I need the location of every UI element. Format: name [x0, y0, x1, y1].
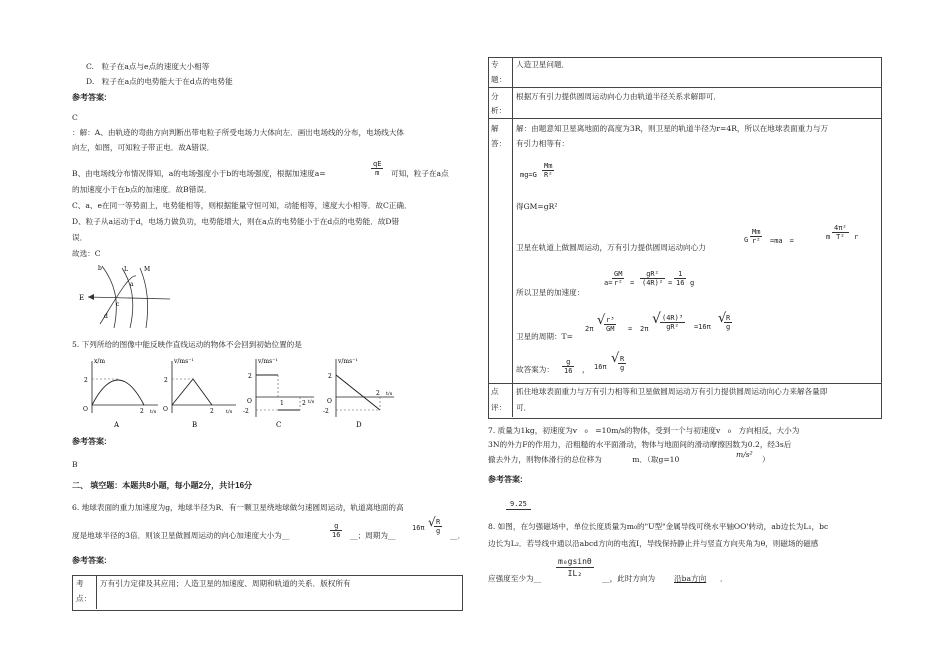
- jieda-line: 解：由题意知卫星离地面的高度为3R，则卫星的轨道半径为r=4R，所以在地球表面重力与万: [516, 124, 829, 133]
- eq3-mid: =ma =: [770, 237, 794, 245]
- fraction-denominator: R²: [544, 171, 553, 179]
- fraction-r3-gm: [604, 316, 616, 333]
- kaodian-label: 点：: [76, 594, 92, 603]
- fraction-denominator: m: [375, 169, 380, 177]
- sqrt-icon: √: [611, 351, 620, 366]
- equation-2: 得GM=gR²: [516, 202, 558, 211]
- kaodian-label: 考: [76, 579, 84, 588]
- fraction-r-g: [618, 355, 626, 372]
- section-heading: 二、 填空题：本题共8小题，每小题2分，共计16分: [72, 481, 253, 490]
- fraction-numerator: m₀gsinθ: [558, 557, 592, 566]
- graph-a-tick: 2: [84, 377, 88, 384]
- fraction-numerator: g: [330, 522, 342, 531]
- graph-b: [163, 358, 236, 429]
- answer-value: B: [72, 460, 78, 469]
- fraction-4pi2-t2: [832, 224, 849, 241]
- answer-comma: ，: [582, 365, 590, 374]
- fraction-g-16: [330, 522, 342, 539]
- question-7-line2: 3N的外力F的作用力，沿粗糙的水平面滑动，物体与地面间的滑动摩擦因数为0.2，经3s后: [488, 440, 792, 449]
- graph-c-tick: 2: [248, 373, 252, 380]
- fenxi-text: 根据万有引力提供圆周运动向心力由轨道半径关系求解即可．: [516, 92, 722, 101]
- graph-d-tick: 2: [328, 373, 332, 380]
- answer-heading: 参考答案:: [488, 475, 523, 484]
- fraction-r-g: [434, 518, 442, 535]
- label-c: c: [116, 301, 120, 308]
- label-L: L: [124, 266, 128, 273]
- fraction-denominator: GM: [606, 325, 615, 333]
- fraction-mm-r2: [542, 162, 554, 179]
- dianping-text: 抓住地球表面重力与万有引力相等和卫星做圆周运动万有引力提供圆周运动向心力来解各量即: [516, 387, 828, 396]
- answer-heading: 参考答案:: [72, 93, 107, 102]
- fraction-numerator: GM: [614, 270, 623, 278]
- fenxi-label: 析：: [491, 106, 507, 115]
- eq5-2pi2: 2π: [640, 325, 649, 333]
- fraction-denominator: T²: [836, 233, 845, 241]
- question-7: 7. 质量为1kg，初速度为v ₀ =10m/s的物体，受到一个与初速度v ₀ 方向相反，大小为: [488, 426, 800, 435]
- eq3-g: G: [744, 236, 749, 244]
- graph-c-ylabel: v/ms⁻¹: [258, 358, 278, 365]
- graph-b-ylabel: v/ms⁻¹: [174, 358, 194, 365]
- fraction-numerator: Mm: [544, 162, 553, 170]
- equation-4-text: 所以卫星的加速度：: [516, 288, 585, 297]
- question-8-mid: __，此时方向为: [602, 574, 656, 583]
- eq4-eq: =: [630, 279, 635, 287]
- fraction-denominator: g: [620, 364, 625, 372]
- fraction-numerator: R: [436, 518, 441, 526]
- zhuanti-label: 题：: [491, 75, 507, 84]
- explanation-line: B、由电场线分布情况得知，a的电场强度小于b的电场强度，根据加速度a=: [72, 169, 326, 178]
- fraction-denominator: 16: [564, 367, 573, 375]
- question-6-tail: __．: [450, 531, 466, 540]
- table-row-divider: [488, 118, 881, 119]
- fraction-qe-m: [371, 160, 383, 177]
- eq5-eq: =: [628, 325, 633, 333]
- conclusion-line: 故选：C: [72, 249, 101, 258]
- answer-line: 故答案为：: [516, 365, 554, 374]
- dianping-label: 评：: [491, 403, 507, 412]
- fraction-numerator: gR²: [640, 270, 665, 279]
- explanation-line: D、粒子从a运动于d，电场力做负功，电势能增大，则在a点的电势能小于在d点的电势能．故D错: [72, 217, 400, 226]
- graph-a: [83, 358, 158, 429]
- graph-b-xtick: 2: [210, 408, 214, 415]
- label-b: b: [98, 265, 102, 272]
- answer-heading: 参考答案:: [72, 437, 107, 446]
- graph-b-xlabel: t/s: [226, 409, 233, 415]
- answer-value: 9.25: [506, 499, 531, 510]
- graph-d-label: D: [356, 421, 362, 429]
- fraction-gr2-4r2: [640, 270, 665, 287]
- eq3-m: m: [826, 233, 831, 241]
- dianping-text: 可．: [516, 403, 532, 412]
- graph-d-xlabel: t/s: [386, 391, 393, 397]
- explanation-line: 的加速度小于在b点的加速度．故B错误．: [72, 185, 212, 194]
- graph-c-xtick1: 1: [280, 400, 284, 407]
- question-6: 6. 地球表面的重力加速度为g，地球半径为R．有一颗卫星绕地球做匀速圆周运动，轨道离地面的高: [72, 503, 404, 512]
- fraction-denominator: gR²: [666, 323, 679, 331]
- question-6-mid: __；周期为__: [350, 531, 396, 540]
- fraction-numerator: (4R)³: [662, 314, 684, 322]
- fraction-numerator: R: [726, 314, 731, 322]
- kaodian-text: 万有引力定律及其应用；人造卫星的加速度、周期和轨道的关系．版权所有: [100, 579, 351, 588]
- fraction-r-g: [724, 314, 732, 331]
- table-divider: [512, 57, 513, 417]
- jieda-label: 解: [491, 124, 499, 133]
- equation-5-text: 卫星的周期：T=: [516, 332, 573, 341]
- explanation-line: 误．: [72, 233, 88, 242]
- fraction-numerator: g: [562, 358, 574, 367]
- answer-heading: 参考答案:: [72, 556, 107, 565]
- fraction-numerator: R: [620, 355, 625, 363]
- sqrt-icon: √: [652, 311, 661, 327]
- eq5-result: =16π: [694, 323, 711, 331]
- fraction-denominator: r²: [614, 279, 623, 287]
- eq3-r: r: [854, 233, 859, 241]
- fraction-numerator: 4π²: [834, 224, 847, 232]
- sqrt-icon: √: [597, 313, 606, 328]
- graph-d-tickn: -2: [323, 408, 329, 415]
- eq4-a: a=: [604, 279, 613, 287]
- label-a: a: [130, 281, 134, 288]
- period-coefficient: 16π: [412, 524, 425, 532]
- table-divider: [96, 575, 97, 609]
- explanation-line: ：解：A、由轨迹的弯曲方向判断出带电粒子所受电场力大体向左．画出电场线的分布，电场线大体: [72, 128, 405, 137]
- graph-c-tickn: -2: [243, 408, 249, 415]
- question-5: 5. 下列所给的图像中能反映作直线运动的物体不会回到初始位置的是: [72, 340, 302, 349]
- option-c: C. 粒子在a点与e点的速度大小相等: [86, 62, 210, 71]
- fraction-denominator: r²: [752, 237, 761, 245]
- label-M: M: [144, 266, 151, 273]
- fraction-numerator: r³: [606, 316, 615, 324]
- graph-b-origin: O: [163, 406, 168, 413]
- answer-16pi: 16π: [594, 363, 607, 371]
- graph-b-label: B: [192, 421, 198, 429]
- fraction-mm-r2: [750, 228, 762, 245]
- fraction-numerator: Mm: [752, 228, 761, 236]
- eq4-eq2: =: [668, 279, 673, 287]
- question-7-line3: 撤去外力，则物体滑行的总位移为 m．（取g=10: [488, 455, 680, 464]
- jieda-label: 答：: [491, 139, 507, 148]
- label-E: E: [79, 294, 85, 302]
- graph-c-xtick2: 2: [302, 400, 306, 407]
- fraction-denominator: (4R)²: [642, 279, 664, 287]
- graph-d-xtick: 2: [376, 390, 380, 397]
- fraction-gm-r2: [612, 270, 624, 287]
- unit-m-s2: m/s²: [736, 450, 753, 459]
- fraction-numerator: 1: [674, 270, 686, 279]
- explanation-line: 向左，如图，可知粒子带正电．故A错误．: [72, 143, 215, 152]
- table-row-divider: [488, 87, 881, 88]
- explanation-line: 可知，粒子在a点: [391, 169, 449, 178]
- graph-a-origin: O: [83, 406, 88, 413]
- graph-c: [243, 358, 315, 429]
- fraction-4r3-gr2: [660, 314, 685, 331]
- fraction-denominator: 16: [332, 531, 341, 539]
- graph-d-origin: O: [327, 398, 332, 405]
- question-8-end: ．: [720, 574, 728, 583]
- eq4-g: g: [690, 279, 695, 287]
- fraction-1-16: [674, 270, 686, 287]
- explanation-line: C、a、e在同一等势面上，电势能相等，则根据能量守恒可知，动能相等，速度大小相等．故C正确．: [72, 201, 412, 210]
- motion-graphs: [78, 355, 398, 430]
- graph-b-tick: 2: [164, 377, 168, 384]
- sqrt-icon: √: [718, 311, 727, 326]
- fraction-g-16: [562, 358, 574, 375]
- option-d: D. 粒子在a点的电势能大于在d点的电势能: [86, 77, 233, 86]
- electric-field-figure: [74, 262, 174, 334]
- answer-direction: 沿ba方向: [674, 574, 707, 583]
- graph-a-ylabel: x/m: [94, 358, 106, 365]
- question-6-line2: 度是地球半径的3倍．则该卫星做圆周运动的向心加速度大小为__: [72, 531, 290, 540]
- fenxi-label: 分: [491, 92, 499, 101]
- question-8-line3: 应强度至少为__: [488, 574, 542, 583]
- graph-a-xtick: 2: [140, 408, 144, 415]
- graph-c-label: C: [276, 421, 282, 429]
- graph-d: [323, 358, 394, 429]
- graph-a-xlabel: t/s: [150, 409, 157, 415]
- fraction-denominator: g: [726, 323, 731, 331]
- label-d: d: [104, 313, 108, 320]
- fraction-m0gsin-il2: [556, 556, 594, 579]
- question-8-line2: 边长为L₂．若导线中通以沿abcd方向的电流I，导线保持静止并与竖直方向夹角为θ，则磁场的磁感: [488, 539, 819, 548]
- graph-c-origin: O: [247, 398, 252, 405]
- graph-c-xlabel: t/s: [308, 399, 315, 405]
- dianping-label: 点: [491, 387, 499, 396]
- graph-a-label: A: [114, 421, 120, 429]
- sqrt-icon: √: [428, 515, 436, 529]
- zhuanti-text: 人造卫星问题．: [516, 60, 570, 69]
- jieda-line: 有引力相等有：: [516, 139, 570, 148]
- fraction-denominator: g: [436, 527, 441, 535]
- eq5-2pi: 2π: [585, 325, 594, 333]
- question-8: 8. 如图，在匀强磁场中，单位长度质量为m₀的"U型"金属导线可绕水平轴OO'转动，ab边长为L₁，bc: [488, 522, 829, 531]
- fraction-denominator: 16: [676, 279, 685, 287]
- fraction-numerator: qE: [373, 160, 382, 168]
- fraction-denominator: IL₂: [567, 569, 583, 578]
- zhuanti-label: 专: [491, 60, 499, 69]
- question-7-close: ）: [762, 455, 770, 464]
- equation-3-text: 卫星在轨道上做圆周运动，万有引力提供圆周运动向心力: [516, 243, 706, 252]
- graph-d-ylabel: v/ms⁻¹: [338, 358, 358, 365]
- answer-value: C: [72, 113, 78, 122]
- equation-1: mg=G: [520, 171, 537, 179]
- table-row-divider: [488, 383, 881, 384]
